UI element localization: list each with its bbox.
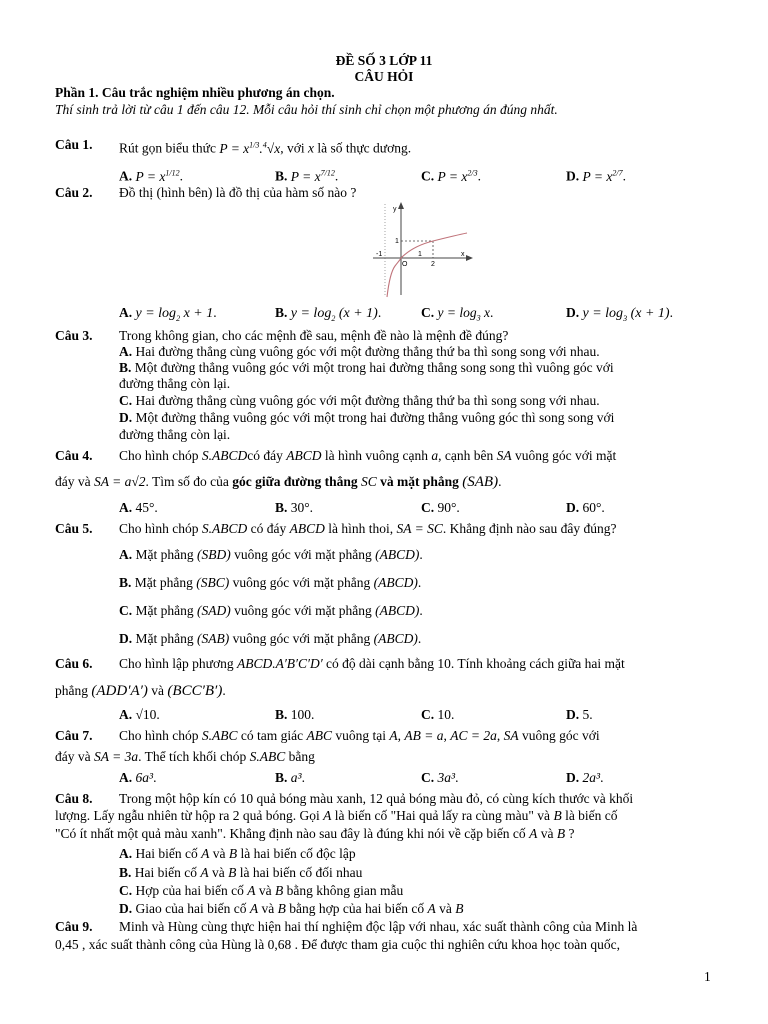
question-6-text-cont: phẳng (ADD′A′) và (BCC′B′). <box>55 683 226 699</box>
question-3-label: Câu 3. <box>55 328 93 343</box>
q5-option-d[interactable]: D. Mặt phẳng (SAB) vuông góc với mặt phẳng (ABCD). <box>119 631 422 646</box>
question-4-label: Câu 4. <box>55 448 93 463</box>
instruction: Thí sinh trả lời từ câu 1 đến câu 12. Mỗi câu hỏi thí sinh chỉ chọn một phương án đúng nhất. <box>55 102 558 117</box>
q3-option-d-cont: đường thẳng còn lại. <box>119 427 231 442</box>
graph-label-x: x <box>461 251 465 258</box>
question-6-label: Câu 6. <box>55 656 93 671</box>
q6-option-c[interactable]: C. 10. <box>421 707 455 722</box>
question-2-label: Câu 2. <box>55 185 93 200</box>
q8-option-c[interactable]: C. Hợp của hai biến cố A và B bằng không gian mẫu <box>119 883 404 898</box>
question-8-line-3: "Có ít nhất một quả màu xanh". Khẳng định nào sau đây là đúng khi nói về cặp biến cố A và B ? <box>55 826 575 841</box>
q6-option-d[interactable]: D. 5. <box>566 707 593 722</box>
q1-option-d[interactable]: D. $P = x^{2/7}$. <box>566 168 626 184</box>
log-graph <box>365 200 475 300</box>
q5-option-b[interactable]: B. Mặt phẳng (SBC) vuông góc với mặt phẳng (ABCD). <box>119 575 422 590</box>
graph-label-one-x: 1 <box>418 251 422 258</box>
q3-option-c[interactable]: C. Hai đường thẳng cùng vuông góc với một đường thẳng thứ ba thì song song với nhau. <box>119 393 600 408</box>
question-9-line-2: 0,45 , xác suất thành công của Hùng là 0,68 . Để được tham gia cuộc thi nghiên cứu khoa học toàn quốc, <box>55 937 620 952</box>
q1-expression: $P = x^{1/3}.^4√x$ <box>219 140 281 156</box>
question-3-text: Trong không gian, cho các mệnh đề sau, mệnh đề nào là mệnh đề đúng? <box>119 328 509 343</box>
question-7-text-cont: đáy và SA = 3a. Thể tích khối chóp S.ABC bằng <box>55 749 315 764</box>
q6-option-b[interactable]: B. 100. <box>275 707 315 722</box>
graph-label-one-y: 1 <box>395 238 399 245</box>
exam-title: ĐỀ SỐ 3 LỚP 11 <box>335 53 433 68</box>
q7-option-d[interactable]: D. 2a³. <box>566 770 604 785</box>
question-6-text: Cho hình lập phương ABCD.A′B′C′D′ có độ dài cạnh bằng 10. Tính khoảng cách giữa hai mặt <box>119 656 625 671</box>
q6-option-a[interactable]: A. √10. <box>119 707 160 722</box>
q7-option-b[interactable]: B. a³. <box>275 770 305 785</box>
question-5-label: Câu 5. <box>55 521 93 536</box>
q4-option-d[interactable]: D. 60°. <box>566 500 605 515</box>
part-heading: Phần 1. Câu trắc nghiệm nhiều phương án chọn. <box>55 85 335 100</box>
question-7-label: Câu 7. <box>55 728 93 743</box>
question-5-text: Cho hình chóp S.ABCD có đáy ABCD là hình thoi, SA = SC. Khẳng định nào sau đây đúng? <box>119 521 617 536</box>
question-1-label: Câu 1. <box>55 137 93 152</box>
q2-option-c[interactable]: C. $y = \log_3 x$. <box>421 305 494 323</box>
question-9-line-1: Minh và Hùng cùng thực hiện hai thí nghiệm độc lập với nhau, xác suất thành công của Minh là <box>119 919 638 934</box>
q7-option-a[interactable]: A. 6a³. <box>119 770 157 785</box>
q5-option-c[interactable]: C. Mặt phẳng (SAD) vuông góc với mặt phẳng (ABCD). <box>119 603 423 618</box>
q8-option-d[interactable]: D. Giao của hai biến cố A và B bằng hợp của hai biến cố A và B <box>119 901 464 916</box>
question-1-text: Rút gọn biểu thức $P = x^{1/3}.^4√x$, với x là số thực dương. <box>119 140 412 156</box>
question-8-line-1: Trong một hộp kín có 10 quả bóng màu xanh, 12 quả bóng màu đỏ, có cùng kích thước và khối <box>119 791 634 806</box>
graph-label-neg1: -1 <box>376 251 383 258</box>
graph-label-two: 2 <box>431 261 435 268</box>
question-4-text-cont: đáy và SA = a√2. Tìm số đo của góc giữa đường thẳng SC và mặt phẳng (SAB). <box>55 474 502 490</box>
graph-label-y: y <box>393 206 397 213</box>
q3-option-a[interactable]: A. Hai đường thẳng cùng vuông góc với một đường thẳng thứ ba thì song song với nhau. <box>119 344 600 359</box>
q2-option-b[interactable]: B. $y = \log_2 (x + 1)$. <box>275 305 382 323</box>
q3-option-b-cont: đường thẳng còn lại. <box>119 376 231 391</box>
q1-option-a[interactable]: A. $P = x^{1/12}$. <box>119 168 183 184</box>
q2-option-a[interactable]: A. $y = \log_2 x + 1$. <box>119 305 217 323</box>
q4-option-b[interactable]: B. 30°. <box>275 500 314 515</box>
q7-option-c[interactable]: C. 3a³. <box>421 770 459 785</box>
log-curve <box>387 233 467 297</box>
q1-option-c[interactable]: C. $P = x^{2/3}$. <box>421 168 481 184</box>
graph-label-origin: O <box>402 261 408 268</box>
q4-option-a[interactable]: A. 45°. <box>119 500 158 515</box>
exam-subtitle: CÂU HỎI <box>354 69 414 84</box>
question-8-line-2: lượng. Lấy ngẫu nhiên từ hộp ra 2 quả bóng. Gọi A là biến cố "Hai quả lấy ra cùng màu" và B là biến cố <box>55 808 618 823</box>
question-9-label: Câu 9. <box>55 919 93 934</box>
x-axis-arrow-icon <box>466 255 473 261</box>
question-4-text: Cho hình chóp S.ABCDcó đáy ABCD là hình vuông cạnh a, cạnh bên SA vuông góc với mặt <box>119 448 617 463</box>
q3-option-d[interactable]: D. Một đường thẳng vuông góc với một trong hai đường thẳng vuông góc thì song song với <box>119 410 615 425</box>
q3-option-b[interactable]: B. Một đường thẳng vuông góc với một trong hai đường thẳng song song thì vuông góc với <box>119 360 614 375</box>
y-axis-arrow-icon <box>398 202 404 209</box>
question-7-text: Cho hình chóp S.ABC có tam giác ABC vuông tại A, AB = a, AC = 2a, SA vuông góc với <box>119 728 600 743</box>
q1-option-b[interactable]: B. $P = x^{7/12}$. <box>275 168 339 184</box>
q4-option-c[interactable]: C. 90°. <box>421 500 460 515</box>
q2-option-d[interactable]: D. $y = \log_3 (x + 1)$. <box>566 305 673 323</box>
question-2-text: Đồ thị (hình bên) là đồ thị của hàm số nào ? <box>119 185 357 200</box>
q8-option-b[interactable]: B. Hai biến cố A và B là hai biến cố đối nhau <box>119 865 363 880</box>
q5-option-a[interactable]: A. Mặt phẳng (SBD) vuông góc với mặt phẳng (ABCD). <box>119 547 423 562</box>
q8-option-a[interactable]: A. Hai biến cố A và B là hai biến cố độc lập <box>119 846 356 861</box>
question-8-label: Câu 8. <box>55 791 93 806</box>
page-number: 1 <box>704 969 711 984</box>
